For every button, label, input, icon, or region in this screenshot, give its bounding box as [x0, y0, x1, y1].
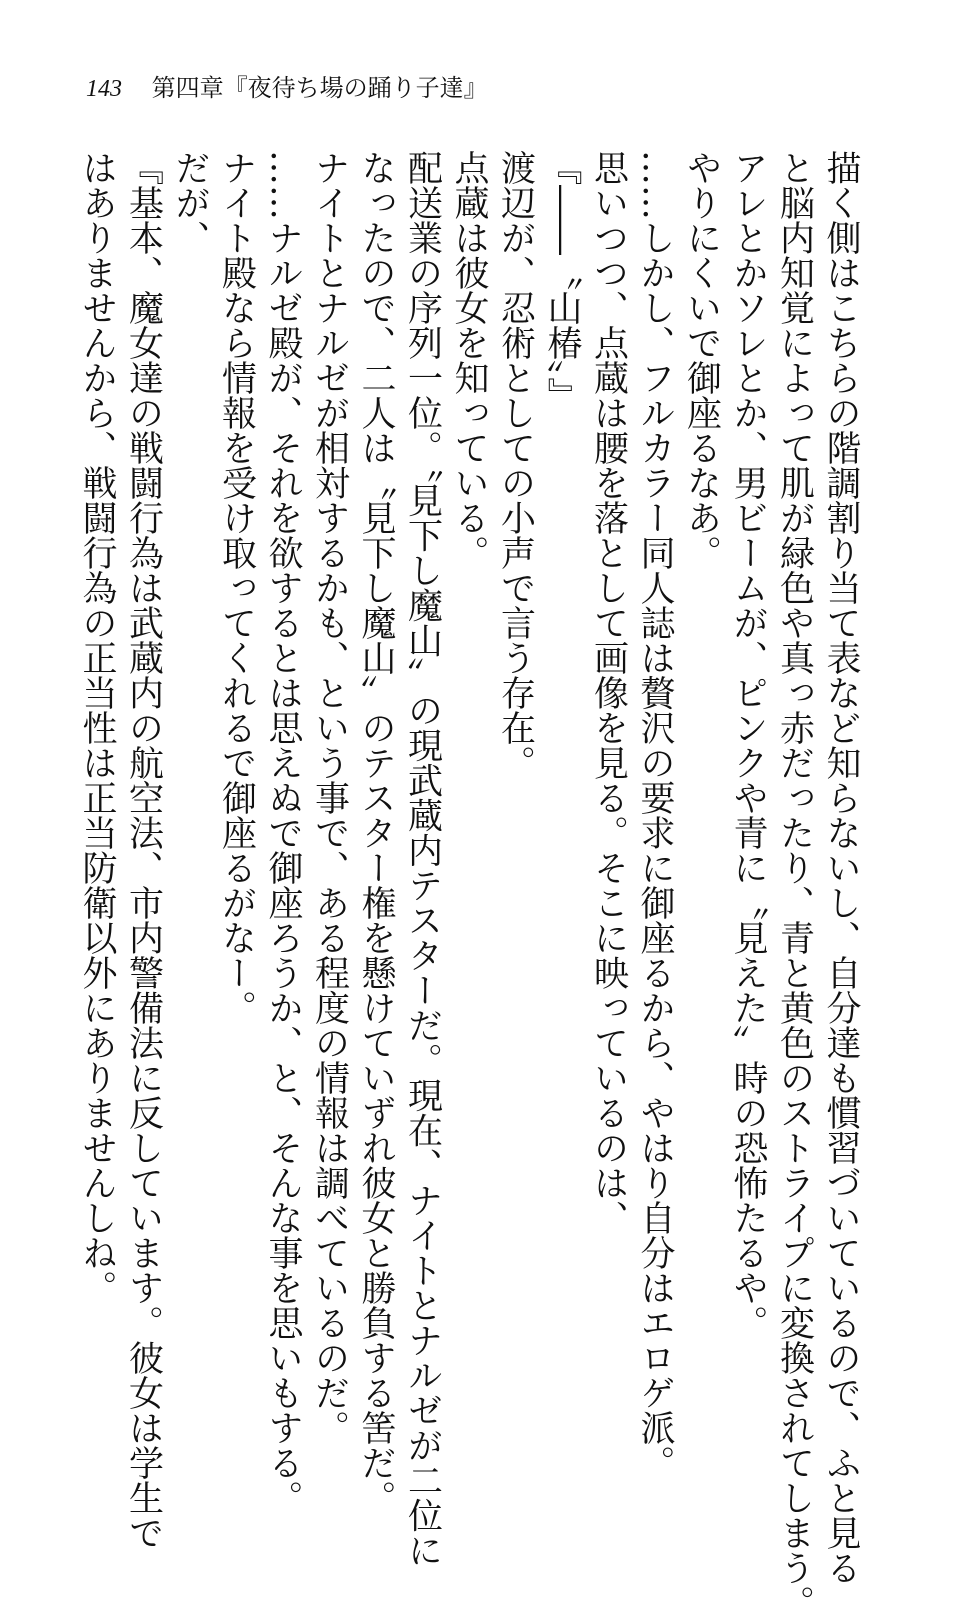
text-line: 配送業の序列一位。〝見下し魔山〟の現武蔵内テスターだ。現在、ナイトとナルゼが二位に: [402, 150, 443, 1568]
text-line: ……ナルゼ殿が、それを欲するとは思えぬで御座ろうか、と、そんな事を思いもする。: [263, 150, 303, 1515]
text-line: と脳内知覚によって肌が緑色や真っ赤だったり、青と黄色のストライプに変換されてしまう。: [774, 150, 815, 1620]
text-line: ……しかし、フルカラー同人誌は贅沢の要求に御座るから、やはり自分はエロゲ派。: [635, 150, 675, 1480]
text-line: ナイトとナルゼが相対するかも、という事で、ある程度の情報は調べているのだ。: [309, 150, 350, 1445]
body-text: [74, 150, 865, 1620]
text-line: だが、: [170, 150, 210, 255]
text-line: アレとかソレとか、男ビームが、ピンクや青に〝見えた〟時の恐怖たるや。: [728, 150, 768, 1340]
page-number: 143: [86, 76, 122, 102]
text-line: 思いつつ、点蔵は腰を落として画像を見る。そこに映っているのは、: [588, 150, 629, 1235]
text-line: 渡辺が、忍術としての小声で言う存在。: [495, 150, 536, 780]
text-line: 『基本、魔女達の戦闘行為は武蔵内の航空法、市内警備法に反しています。彼女は学生で: [123, 150, 164, 1550]
page-header: [86, 74, 488, 103]
text-line: はありませんから、戦闘行為の正当性は正当防衛以外にありませんしね。: [77, 150, 117, 1305]
text-line: ナイト殿なら情報を受け取ってくれるで御座るがなー。: [216, 150, 257, 1025]
text-line: 描く側はこちらの階調割り当て表など知らないし、自分達も慣習づいているので、ふと見る: [821, 150, 861, 1585]
chapter-title: 第四章『夜待ち場の踊り子達』: [151, 74, 488, 102]
text-line: 『――〝山椿〟』: [542, 150, 582, 413]
text-line: やりにくいで御座るなあ。: [681, 150, 722, 570]
text-line: なったので、二人は〝見下し魔山〟のテスター権を懸けていずれ彼女と勝負する筈だ。: [356, 150, 396, 1515]
text-line: 点蔵は彼女を知っている。: [449, 150, 489, 570]
